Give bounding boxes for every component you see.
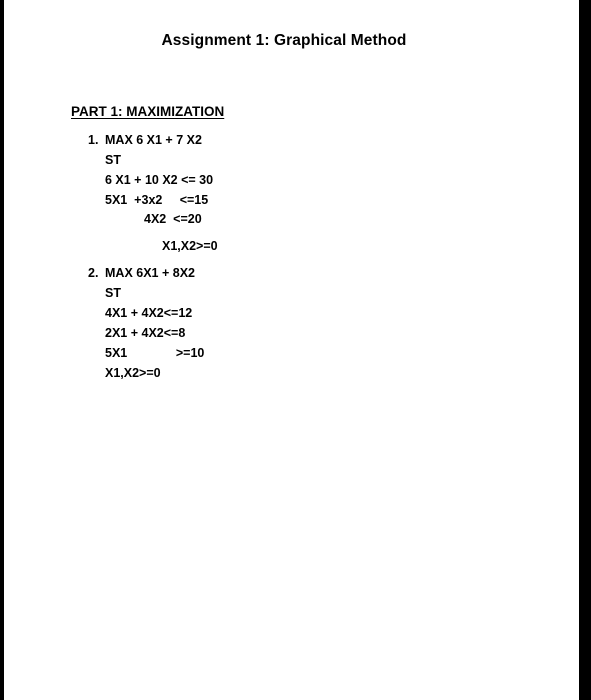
problem-1-constraint-1: 6 X1 + 10 X2 <= 30	[105, 173, 214, 187]
problem-2-objective: MAX 6X1 + 8X2	[105, 266, 195, 280]
part-heading: PART 1: MAXIMIZATION	[71, 104, 225, 119]
problem-2-constraint-3: 5X1 >=10	[105, 346, 205, 360]
problem-2-st: ST	[105, 286, 121, 300]
problem-1-objective-line	[88, 132, 202, 148]
problem-1-number: 1.	[88, 133, 99, 147]
problem-2-objective-line	[88, 265, 195, 281]
problem-1-st: ST	[105, 153, 121, 167]
document-title: Assignment 1: Graphical Method	[161, 32, 407, 49]
problem-1-nonnegativity: X1,X2>=0	[162, 239, 218, 253]
problem-1-objective: MAX 6 X1 + 7 X2	[105, 133, 202, 147]
document-page	[4, 0, 579, 700]
problem-2-constraint-2: 2X1 + 4X2<=8	[105, 326, 186, 340]
problem-1-constraint-3: 4X2 <=20	[144, 212, 202, 226]
problem-2-constraint-1: 4X1 + 4X2<=12	[105, 306, 193, 320]
problem-2-nonnegativity: X1,X2>=0	[105, 366, 161, 380]
problem-2-number: 2.	[88, 266, 99, 280]
problem-1-constraint-2: 5X1 +3x2 <=15	[105, 193, 209, 207]
